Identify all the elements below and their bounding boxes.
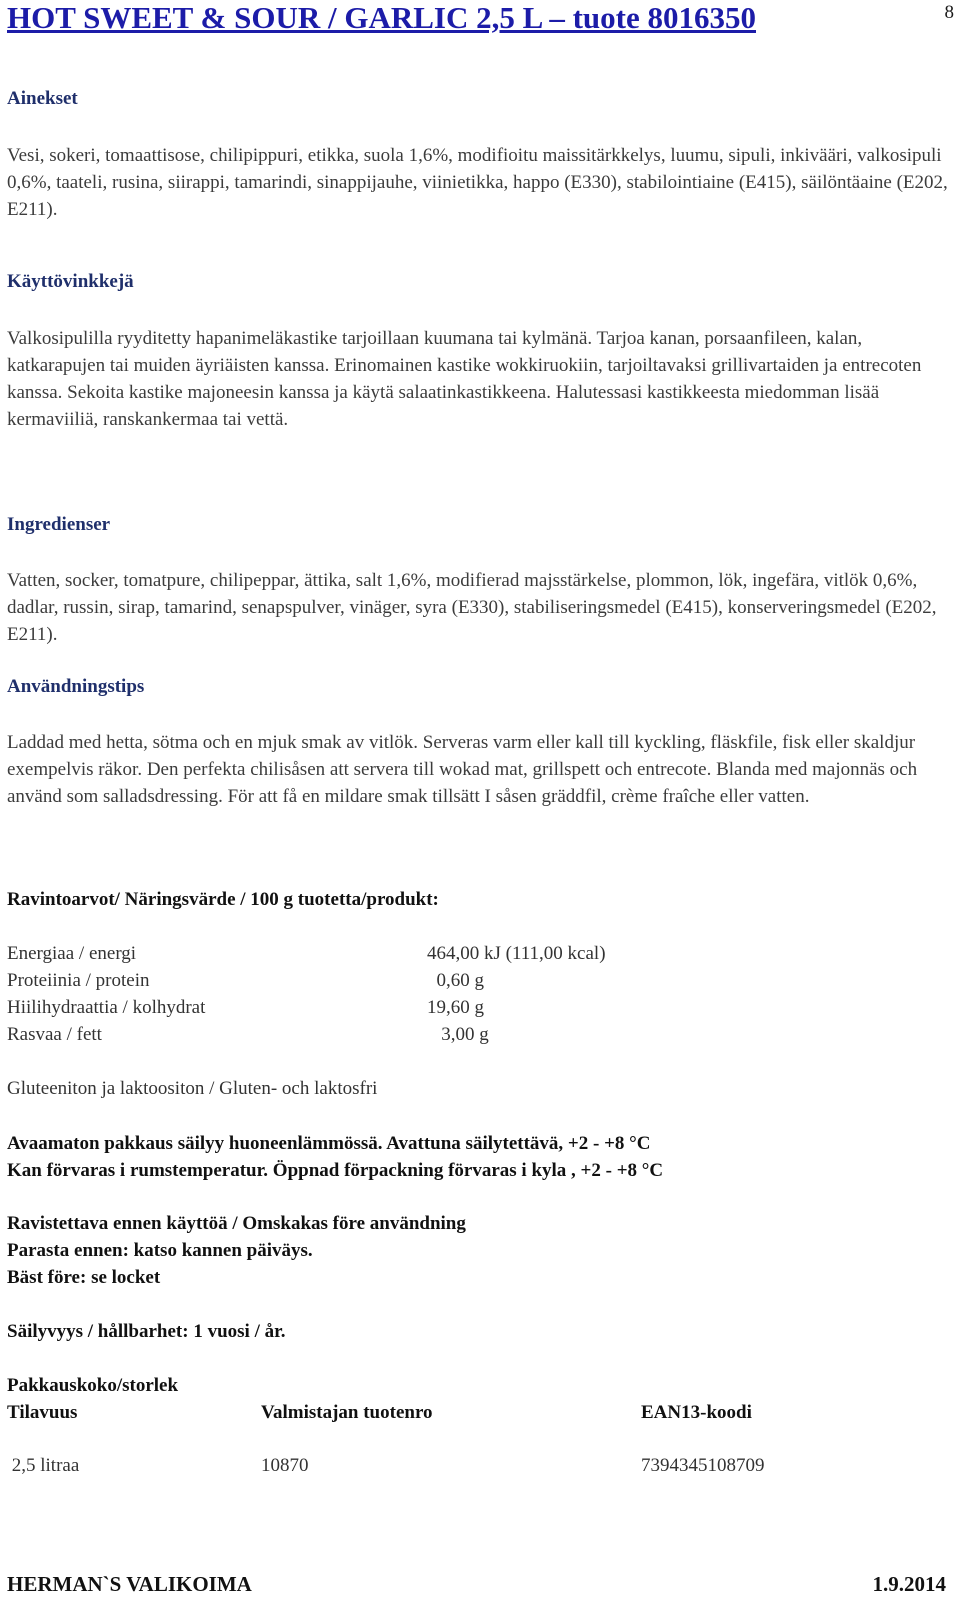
storage-note-sv: Kan förvaras i rumstemperatur. Öppnad förpackning förvaras i kyla , +2 - +8 °C: [7, 1160, 664, 1181]
nutrition-value: 464,00 kJ (111,00 kcal): [427, 943, 606, 964]
package-value: 10870: [261, 1455, 309, 1476]
anvandningstips-text: Laddad med hetta, sötma och en mjuk smak av vitlök. Serveras varm eller kall till kyckling, fläskfile, fisk eller skaldjur exempelvis räkor. Den perfekta chilisåsen att servera till wokad mat, grillspett och entrecote. Blanda med majonnäs och använd som salladsdressing. För att få en mildare smak tillsätt I såsen gräddfil, crème fraîche eller vatten.: [7, 732, 918, 807]
package-column-header: Valmistajan tuotenro: [261, 1402, 433, 1423]
nutrition-row: [7, 970, 707, 997]
nutrition-row: [7, 1024, 707, 1051]
nutrition-label: Rasvaa / fett: [7, 1024, 102, 1045]
best-before-fi: Parasta ennen: katso kannen päiväys.: [7, 1240, 313, 1261]
nutrition-value: 0,60 g: [427, 970, 484, 991]
ingredienser-heading: Ingredienser: [7, 514, 111, 535]
gluten-note: Gluteeniton ja laktoositon / Gluten- och laktosfri: [7, 1078, 378, 1099]
package-column-header: EAN13-koodi: [641, 1402, 752, 1423]
nutrition-label: Energiaa / energi: [7, 943, 137, 964]
ainekset-text: Vesi, sokeri, tomaattisose, chilipippuri, etikka, suola 1,6%, modifioitu maissitärkkelys, luumu, sipuli, inkivääri, valkosipuli 0,6%, taateli, rusina, siirappi, tamarindi, sinappijauhe, viinietikka, happo (E330), stabilointiaine (E415), säilöntäaine (E202, E211).: [7, 145, 948, 220]
nutrition-value: 19,60 g: [427, 997, 484, 1018]
best-before-sv: Bäst före: se locket: [7, 1267, 161, 1288]
shelf-life-note: Säilyvyys / hållbarhet: 1 vuosi / år.: [7, 1321, 286, 1342]
nutrition-row: [7, 997, 707, 1024]
shake-note: Ravistettava ennen käyttöä / Omskakas före användning: [7, 1213, 466, 1234]
ingredienser-text: Vatten, socker, tomatpure, chilipeppar, ättika, salt 1,6%, modifierad majsstärkelse, plommon, lök, ingefära, vitlök 0,6%, dadlar, russin, sirap, tamarind, senapspulver, vinäger, syra (E330), stabiliseringsmedel (E415), konserveringsmedel (E202, E211).: [7, 570, 937, 645]
page-number: 8: [944, 2, 954, 23]
package-column-header: Tilavuus: [7, 1402, 78, 1423]
nutrition-label: Hiilihydraattia / kolhydrat: [7, 997, 206, 1018]
nutrition-row: [7, 943, 707, 970]
nutrition-value: 3,00 g: [427, 1024, 489, 1045]
package-value: 7394345108709: [641, 1455, 765, 1476]
nutrition-label: Proteiinia / protein: [7, 970, 150, 991]
ainekset-heading: Ainekset: [7, 88, 78, 109]
footer-brand: HERMAN`S VALIKOIMA: [7, 1572, 252, 1596]
storage-note-fi: Avaamaton pakkaus säilyy huoneenlämmössä. Avattuna säilytettävä, +2 - +8 °C: [7, 1133, 651, 1154]
nutrition-heading: Ravintoarvot/ Näringsvärde / 100 g tuotetta/produkt:: [7, 889, 439, 910]
footer-date: 1.9.2014: [872, 1572, 946, 1596]
anvandningstips-heading: Användningstips: [7, 676, 145, 697]
kayttovinkkeja-text: Valkosipulilla ryyditetty hapanimeläkastike tarjoillaan kuumana tai kylmänä. Tarjoa kanan, porsaanfileen, kalan, katkarapujen tai muiden äyriäisten kanssa. Erinomainen kastike wokkiruokiin, tarjoiltavaksi grillivartaiden ja entrecoten kanssa. Sekoita kastike majoneesin kanssa ja käytä salaatinkastikkeena. Halutessasi kastikkeesta miedomman lisää kermaviiliä, ranskankermaa tai vettä.: [7, 328, 922, 430]
package-value: 2,5 litraa: [7, 1455, 80, 1476]
product-title: HOT SWEET & SOUR / GARLIC 2,5 L – tuote 8016350: [7, 0, 756, 35]
kayttovinkkeja-heading: Käyttövinkkejä: [7, 271, 134, 292]
package-heading: Pakkauskoko/storlek: [7, 1375, 179, 1396]
